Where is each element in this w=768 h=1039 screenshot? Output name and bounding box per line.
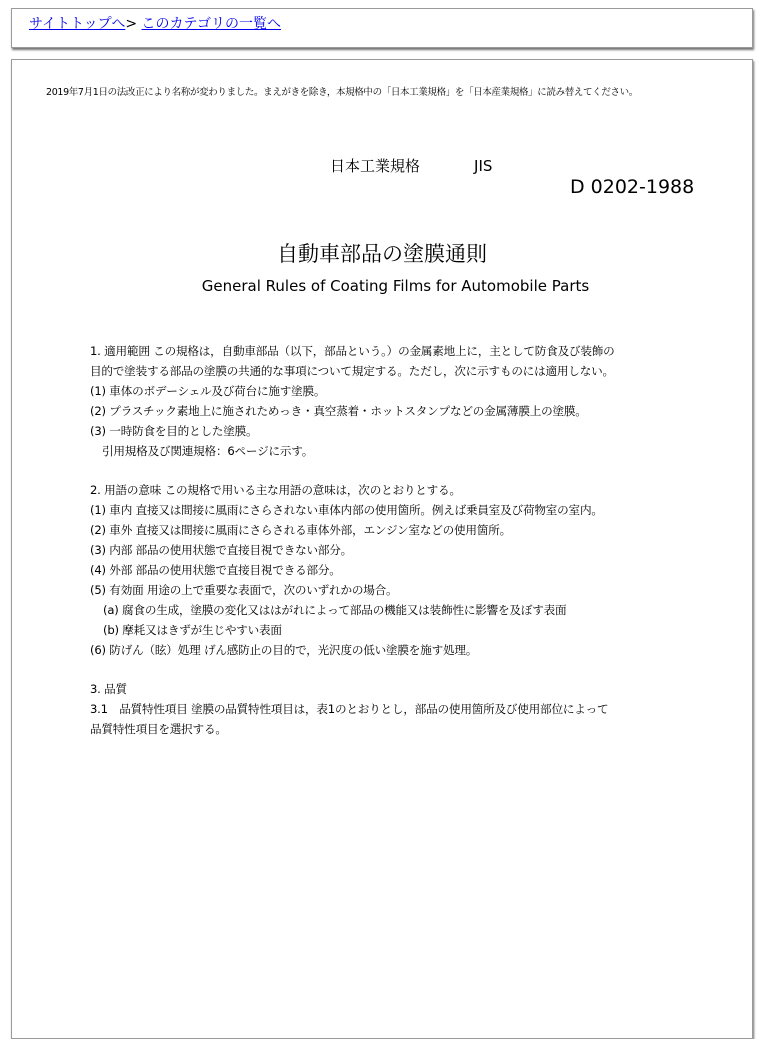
section-3-1-line-1: 3.1 品質特性項目 塗膜の品質特性項目は，表1のとおりとし，部品の使用箇所及び使用部位によって xyxy=(90,699,730,719)
section-3-heading: 3. 品質 xyxy=(90,679,730,699)
document-panel xyxy=(11,59,753,1039)
site-top-link[interactable]: サイトトップへ xyxy=(29,16,125,32)
page-title: 自動車部品の塗膜通則 xyxy=(12,238,752,268)
top-navigation xyxy=(11,8,753,48)
name-change-notice: 2019年7月1日の法改正により名称が変わりました。まえがきを除き，本規格中の「日本工業規格」を「日本産業規格」に読み替えてください。 xyxy=(46,84,638,98)
section-3-1-line-2: 品質特性項目を選択する。 xyxy=(90,719,730,739)
jis-label: JIS xyxy=(474,157,492,175)
standard-header xyxy=(330,155,492,176)
section-2-heading: 2. 用語の意味 この規格で用いる主な用語の意味は，次のとおりとする。 xyxy=(90,480,730,500)
section-2-item-5a: (a) 腐食の生成，塗膜の変化又ははがれによって部品の機能又は装飾性に影響を及ぼす表面 xyxy=(90,600,730,620)
section-2-item-5b: (b) 摩耗又はきずが生じやすい表面 xyxy=(90,620,730,640)
nav-separator: > xyxy=(125,16,137,32)
section-2-item-5: (5) 有効面 用途の上で重要な表面で，次のいずれかの場合。 xyxy=(90,580,730,600)
standard-name: 日本工業規格 xyxy=(330,157,420,175)
document-body xyxy=(90,341,730,739)
section-1-reference: 引用規格及び関連規格：6ページに示す。 xyxy=(90,441,730,461)
category-list-link[interactable]: このカテゴリの一覧へ xyxy=(142,16,281,32)
page-title-english: General Rules of Coating Films for Automobile Parts xyxy=(12,277,768,295)
section-2-item-2: (2) 車外 直接又は間接に風雨にさらされる車体外部，エンジン室などの使用箇所。 xyxy=(90,520,730,540)
section-1-line-2: 目的で塗装する部品の塗膜の共通的な事項について規定する。ただし，次に示すものには適用しない。 xyxy=(90,361,730,381)
section-2-item-3: (3) 内部 部品の使用状態で直接目視できない部分。 xyxy=(90,540,730,560)
section-2-item-4: (4) 外部 部品の使用状態で直接目視できる部分。 xyxy=(90,560,730,580)
section-1-item-1: (1) 車体のボデーシェル及び荷台に施す塗膜。 xyxy=(90,381,730,401)
section-1-item-2: (2) プラスチック素地上に施されためっき・真空蒸着・ホットスタンプなどの金属薄膜上の塗膜。 xyxy=(90,401,730,421)
standard-number: D 0202-1988 xyxy=(570,176,694,198)
section-1-item-3: (3) 一時防食を目的とした塗膜。 xyxy=(90,421,730,441)
breadcrumb xyxy=(29,15,281,33)
section-2-item-1: (1) 車内 直接又は間接に風雨にさらされない車体内部の使用箇所。例えば乗員室及び荷物室の室内。 xyxy=(90,500,730,520)
section-2-item-6: (6) 防げん（眩）処理 げん感防止の目的で，光沢度の低い塗膜を施す処理。 xyxy=(90,640,730,660)
section-1-line-1: 1. 適用範囲 この規格は，自動車部品（以下，部品という。）の金属素地上に，主として防食及び装飾の xyxy=(90,341,730,361)
